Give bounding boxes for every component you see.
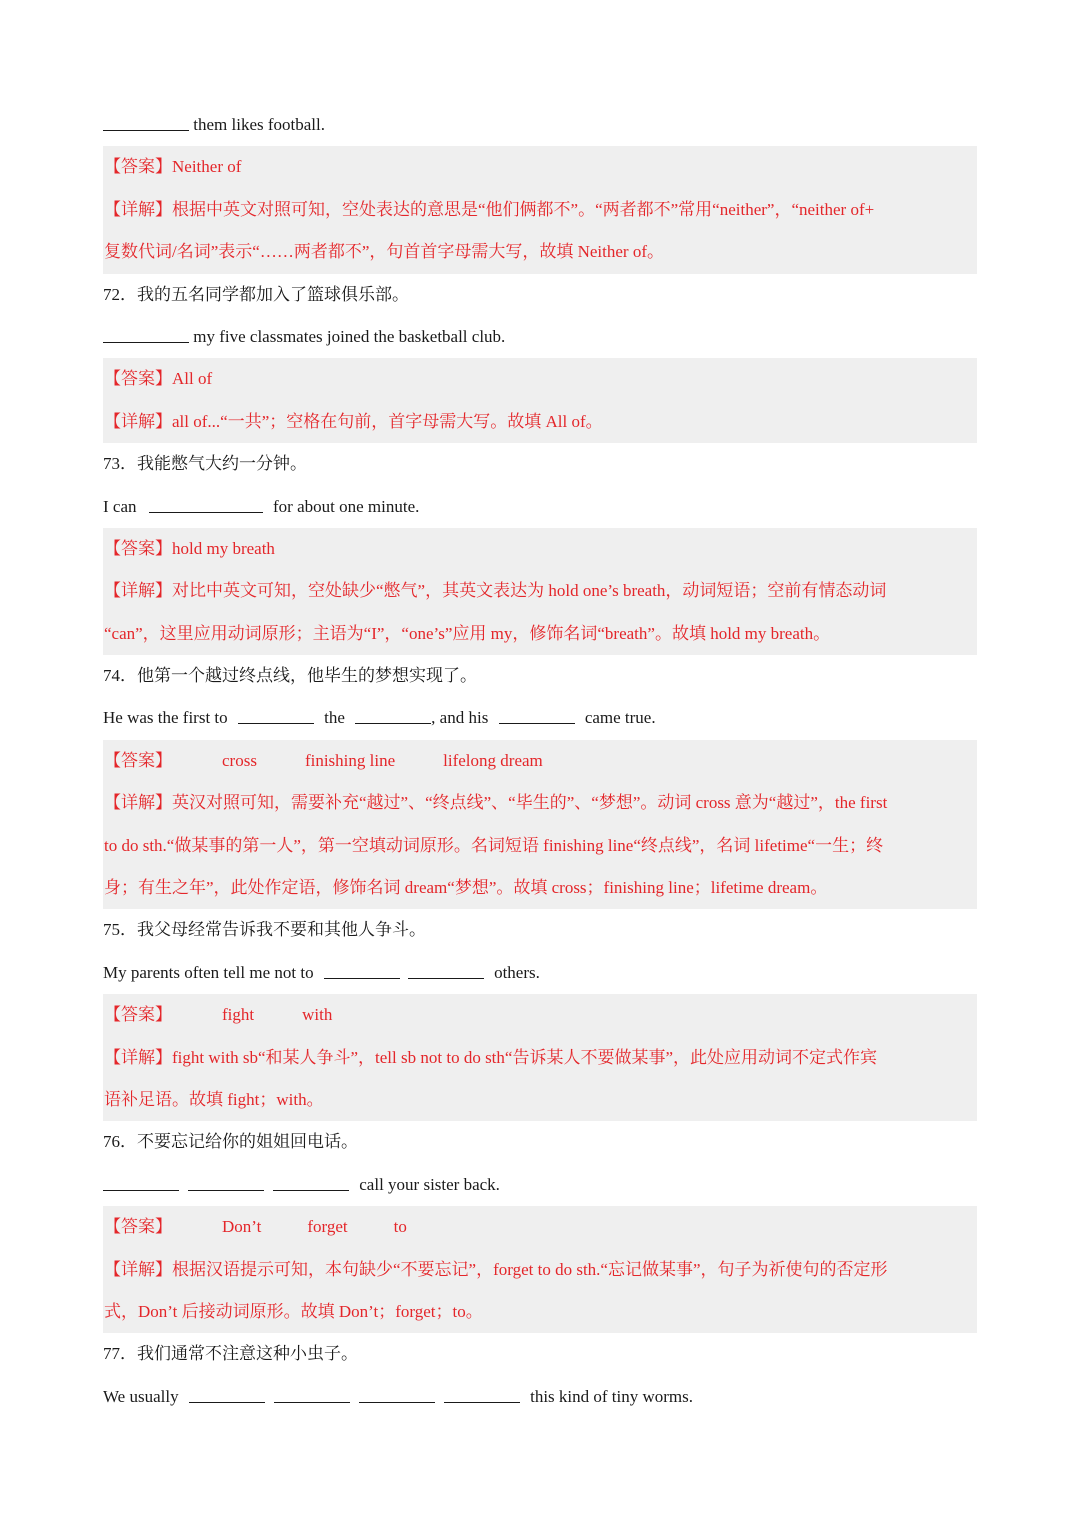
detail-line (103, 401, 977, 443)
detail-line (103, 1291, 977, 1333)
q74-sentence (103, 697, 977, 739)
sentence-text: We usually (103, 1386, 183, 1406)
sentence-text: came true. (580, 708, 656, 728)
detail-text: all of...“一共”；空格在句前，首字母需大写。故填 All of。 (172, 411, 603, 431)
answer-line (103, 358, 977, 400)
q76-question: 76．不要忘记给你的姐姐回电话。 (103, 1132, 358, 1152)
detail-text: “can”，这里应用动词原形；主语为“I”，“one’s”应用 my，修饰名词“breath”。故填 hold my breath。 (104, 623, 831, 643)
answer-text: fight (222, 1005, 255, 1025)
answer-blank (189, 1388, 265, 1403)
detail-tag: 【详解】 (104, 1047, 172, 1067)
answer-blank (444, 1388, 520, 1403)
detail-text: 语补足语。故填 fight；with。 (104, 1089, 324, 1109)
detail-text: 身；有生之年”，此处作定语，修饰名词 dream“梦想”。故填 cross；finishing line；lifetime dream。 (104, 878, 828, 898)
detail-line (103, 1037, 977, 1079)
detail-line (103, 782, 977, 824)
detail-text: 对比中英文可知，空处缺少“憋气”，其英文表达为 hold one’s breath，动词短语；空前有情态动词 (172, 581, 887, 601)
q76-sentence (103, 1164, 977, 1206)
answer-tag: 【答案】 (104, 157, 172, 177)
sentence-text: the (319, 708, 350, 728)
answer-tag: 【答案】 (104, 369, 172, 389)
q71-answer-box (103, 146, 977, 273)
answer-blank (274, 1388, 350, 1403)
detail-line (103, 613, 977, 655)
answer-line (103, 528, 977, 570)
answer-blank (103, 1176, 179, 1191)
detail-text: 式，Don’t 后接动词原形。故填 Don’t；forget；to。 (104, 1301, 483, 1321)
answer-line (103, 740, 977, 782)
q74-answer-box (103, 740, 977, 910)
detail-line (103, 1249, 977, 1291)
detail-line (103, 231, 977, 273)
detail-text: 根据中英文对照可知，空处表达的意思是“他们俩都不”。“两者都不”常用“neither”，“neither of+ (172, 199, 875, 219)
detail-tag: 【详解】 (104, 411, 172, 431)
detail-line (103, 825, 977, 867)
answer-tag: 【答案】 (104, 750, 172, 770)
q75-sentence (103, 952, 977, 994)
document-content (103, 104, 977, 1418)
q73-question: 73．我能憋气大约一分钟。 (103, 454, 307, 474)
detail-text: to do sth.“做某事的第一人”，第一空填动词原形。名词短语 finishing line“终点线”，名词 lifetime“一生；终 (104, 835, 884, 855)
answer-blank (238, 709, 314, 724)
sentence-text: for about one minute. (268, 496, 420, 516)
answer-text: All of (172, 369, 213, 389)
answer-text: hold my breath (172, 538, 275, 558)
answer-blank (103, 116, 189, 131)
sentence-text: , and his (431, 708, 493, 728)
detail-tag: 【详解】 (104, 1259, 172, 1279)
answer-line (103, 146, 977, 188)
detail-tag: 【详解】 (104, 793, 172, 813)
q75-question: 75．我父母经常告诉我不要和其他人争斗。 (103, 920, 426, 940)
answer-blank (103, 328, 189, 343)
answer-blank (188, 1176, 264, 1191)
sentence-text: My parents often tell me not to (103, 962, 318, 982)
detail-text: fight with sb“和某人争斗”，tell sb not to do sth“告诉某人不要做某事”，此处应用动词不定式作宾 (172, 1047, 877, 1067)
q71-sentence (103, 104, 977, 146)
answer-blank (408, 964, 484, 979)
detail-line (103, 570, 977, 612)
answer-blank (149, 498, 263, 513)
answer-line (103, 994, 977, 1036)
sentence-text: He was the first to (103, 708, 232, 728)
answer-text: Don’t (222, 1217, 262, 1237)
q77-sentence (103, 1376, 977, 1418)
q74-question: 74．他第一个越过终点线，他毕生的梦想实现了。 (103, 666, 477, 686)
q73-answer-box (103, 528, 977, 655)
answer-blank (499, 709, 575, 724)
sentence-text: call your sister back. (355, 1174, 500, 1194)
q76-answer-box (103, 1206, 977, 1333)
answer-text: Neither of (172, 157, 242, 177)
answer-blank (355, 709, 431, 724)
detail-tag: 【详解】 (104, 199, 172, 219)
q72-question: 72．我的五名同学都加入了篮球俱乐部。 (103, 284, 409, 304)
answer-tag: 【答案】 (104, 538, 172, 558)
q72-sentence (103, 316, 977, 358)
answer-text: with (302, 1005, 333, 1025)
q72-answer-box (103, 358, 977, 443)
answer-text: finishing line (304, 750, 396, 770)
q73-sentence (103, 486, 977, 528)
answer-tag: 【答案】 (104, 1217, 172, 1237)
answer-text: lifelong dream (443, 750, 543, 770)
answer-blank (359, 1388, 435, 1403)
sentence-text: them likes football. (189, 115, 325, 134)
answer-text: forget (307, 1217, 348, 1237)
answer-text: cross (222, 750, 257, 770)
detail-text: 根据汉语提示可知，本句缺少“不要忘记”，forget to do sth.“忘记做某事”，句子为祈使句的否定形 (172, 1259, 888, 1279)
sentence-text: I can (103, 496, 141, 516)
sentence-text: my five classmates joined the basketball club. (189, 326, 506, 346)
detail-line (103, 189, 977, 231)
answer-text: to (393, 1217, 407, 1237)
detail-line (103, 1079, 977, 1121)
answer-line (103, 1206, 977, 1248)
sentence-text: others. (489, 962, 540, 982)
answer-blank (324, 964, 400, 979)
answer-tag: 【答案】 (104, 1005, 172, 1025)
q77-question: 77．我们通常不注意这种小虫子。 (103, 1344, 358, 1364)
detail-tag: 【详解】 (104, 581, 172, 601)
detail-text: 复数代词/名词”表示“……两者都不”，句首首字母需大写，故填 Neither of。 (104, 242, 664, 262)
q75-answer-box (103, 994, 977, 1121)
sentence-text: this kind of tiny worms. (525, 1386, 694, 1406)
detail-line (103, 867, 977, 909)
detail-text: 英汉对照可知，需要补充“越过”、“终点线”、“毕生的”、“梦想”。动词 cross 意为“越过”，the first (172, 793, 888, 813)
answer-blank (273, 1176, 349, 1191)
